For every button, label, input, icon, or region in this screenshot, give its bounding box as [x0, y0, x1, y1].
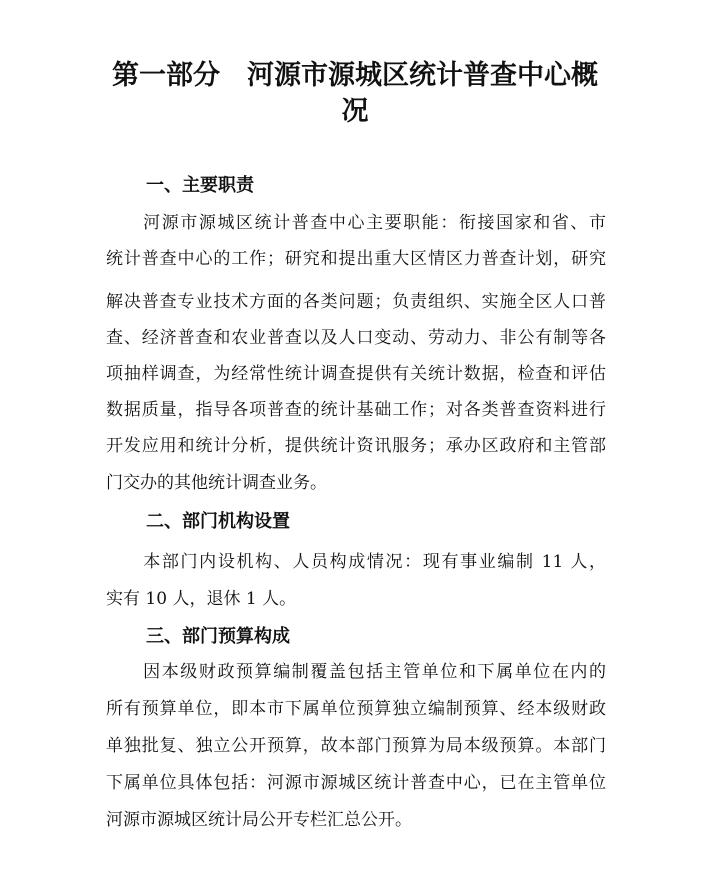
paragraph-line: 查、经济普查和农业普查以及人口变动、劳动力、非公有制等各 [106, 328, 606, 348]
paragraph-line: 解决普查专业技术方面的各类问题；负责组织、实施全区人口普 [106, 292, 606, 312]
page-title-line-2: 况 [341, 96, 369, 127]
paragraph-line: 河源市源城区统计局公开专栏汇总公开。 [106, 810, 412, 830]
paragraph-line: 所有预算单位，即本市下属单位预算独立编制预算、经本级财政 [106, 699, 606, 719]
paragraph-line: 开发应用和统计分析，提供统计资讯服务；承办区政府和主管部 [106, 436, 606, 456]
paragraph-line: 本部门内设机构、人员构成情况：现有事业编制 11 人， [106, 552, 606, 572]
paragraph-line: 因本级财政预算编制覆盖包括主管单位和下属单位在内的 [106, 662, 606, 682]
section-heading-budget-composition: 三、部门预算构成 [146, 626, 290, 647]
section-heading-org-structure: 二、部门机构设置 [146, 511, 290, 532]
paragraph-line: 项抽样调查，为经常性统计调查提供有关统计数据，检查和评估 [106, 364, 606, 384]
paragraph-line: 门交办的其他统计调查业务。 [106, 473, 327, 493]
section-heading-main-duties: 一、主要职责 [146, 175, 254, 196]
paragraph-line: 单独批复、独立公开预算，故本部门预算为局本级预算。本部门 [106, 736, 606, 756]
page-title-line-1: 第一部分 河源市源城区统计普查中心概 [112, 60, 598, 91]
paragraph-line: 河源市源城区统计普查中心主要职能：衔接国家和省、市 [106, 213, 606, 233]
paragraph-line: 实有 10 人，退休 1 人。 [106, 589, 297, 609]
paragraph-line: 下属单位具体包括：河源市源城区统计普查中心，已在主管单位 [106, 773, 606, 793]
paragraph-line: 统计普查中心的工作；研究和提出重大区情区力普查计划，研究 [106, 249, 606, 269]
paragraph-line: 数据质量，指导各项普查的统计基础工作；对各类普查资料进行 [106, 400, 606, 420]
